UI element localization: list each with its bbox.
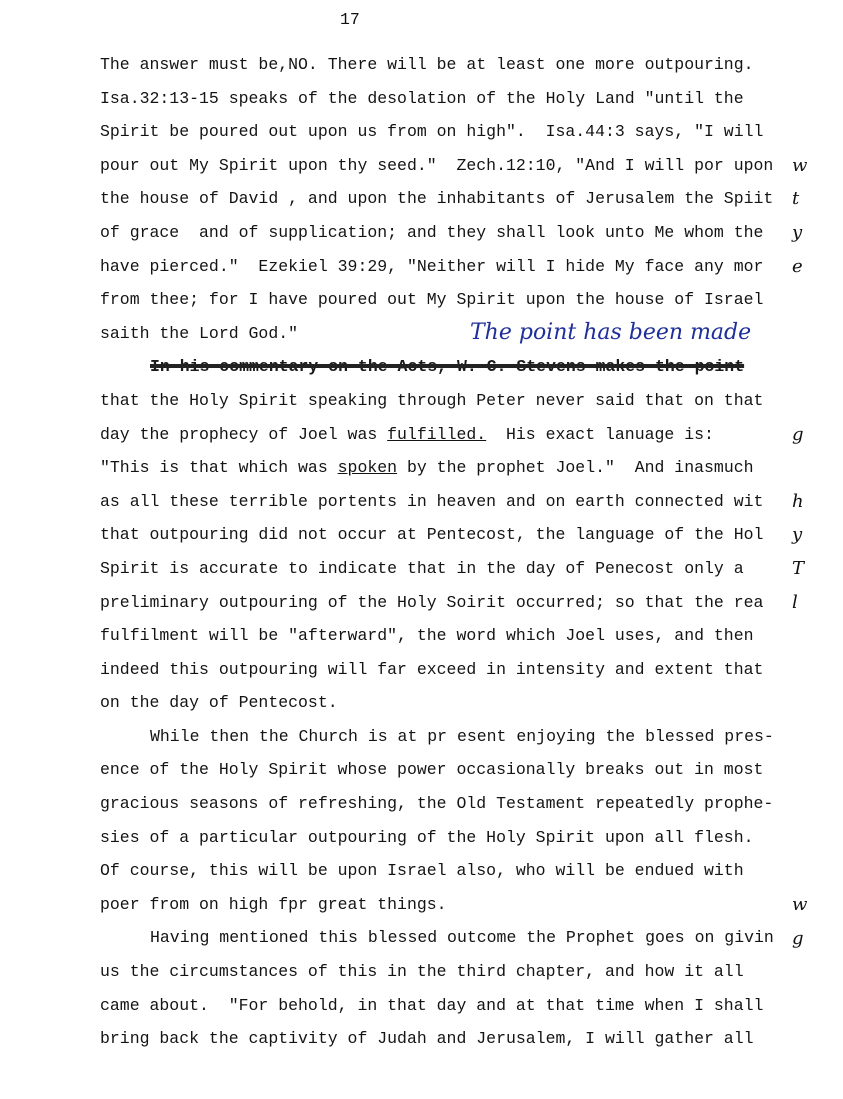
line-text: Having mentioned this blessed outcome the Prophet goes on givin <box>150 928 774 948</box>
handwritten-correction: e <box>792 256 803 277</box>
text-line <box>100 451 820 485</box>
line-text: on the day of Pentecost. <box>100 693 338 713</box>
line-text: as all these terrible portents in heaven and on earth connected wit <box>100 491 764 511</box>
text-line <box>100 888 820 922</box>
handwritten-correction: y <box>792 222 803 243</box>
text-line <box>100 552 820 586</box>
line-text: us the circumstances of this in the third chapter, and how it all <box>100 962 744 982</box>
line-text: Spirit is accurate to indicate that in the day of Penecost only a <box>100 558 744 578</box>
line-text: In his commentary on the Acts, W. C. Stevens makes the point <box>150 357 745 377</box>
line-text: by the prophet Joel." And inasmuch <box>397 458 754 478</box>
text-line <box>100 216 820 250</box>
text-line <box>100 921 820 955</box>
line-text: Isa.32:13-15 speaks of the desolation of the Holy Land "until the <box>100 88 744 108</box>
text-line <box>100 955 820 989</box>
text-line <box>100 115 820 149</box>
line-text: fulfilment will be "afterward", the word which Joel uses, and then <box>100 626 754 646</box>
text-line <box>100 485 820 519</box>
text-line <box>100 686 820 720</box>
text-line <box>100 1022 820 1056</box>
handwritten-correction: T <box>792 558 805 579</box>
line-text: bring back the captivity of Judah and Jerusalem, I will gather all <box>100 1029 754 1049</box>
text-line <box>100 653 820 687</box>
line-text: Of course, this will be upon Israel also, who will be endued with <box>100 861 744 881</box>
line-text: came about. "For behold, in that day and at that time when I shall <box>100 995 764 1015</box>
line-text: ence of the Holy Spirit whose power occasionally breaks out in most <box>100 760 764 780</box>
text-line <box>100 250 820 284</box>
text-line <box>100 418 820 452</box>
underlined-word: spoken <box>337 458 398 478</box>
line-text: pour out My Spirit upon thy seed." Zech.12:10, "And I will por upon <box>100 155 774 175</box>
line-text: gracious seasons of refreshing, the Old Testament repeatedly prophe- <box>100 794 774 814</box>
typed-body-text <box>100 48 820 1056</box>
text-line <box>100 518 820 552</box>
line-text: The answer must be,NO. There will be at least one more outpouring. <box>100 55 754 74</box>
handwritten-correction: t <box>792 188 800 209</box>
text-line <box>100 586 820 620</box>
line-text: While then the Church is at pr esent enjoying the blessed pres- <box>150 726 774 746</box>
line-text: have pierced." Ezekiel 39:29, "Neither will I hide My face any mor <box>100 256 764 276</box>
handwritten-correction: w <box>792 894 808 915</box>
text-line <box>100 48 820 82</box>
handwritten-correction: l <box>792 592 798 613</box>
line-text: poer from on high fpr great things. <box>100 894 447 914</box>
text-line <box>100 821 820 855</box>
line-text: that outpouring did not occur at Pentecost, the language of the Hol <box>100 525 764 545</box>
line-text: preliminary outpouring of the Holy Soirit occurred; so that the rea <box>100 592 764 612</box>
line-text: the house of David , and upon the inhabitants of Jerusalem the Spiit <box>100 189 774 209</box>
text-line <box>100 82 820 116</box>
text-line <box>100 619 820 653</box>
text-line <box>100 182 820 216</box>
line-text: saith the Lord God." <box>100 323 299 343</box>
page-number: 17 <box>340 10 360 29</box>
handwritten-correction: g <box>792 928 804 949</box>
text-line <box>100 149 820 183</box>
line-text: "This is that which was <box>100 458 338 478</box>
line-text: indeed this outpouring will far exceed in intensity and extent that <box>100 659 764 679</box>
line-text: of grace and of supplication; and they shall look unto Me whom the <box>100 222 764 242</box>
text-line <box>100 283 820 317</box>
text-line <box>100 753 820 787</box>
text-line <box>100 720 820 754</box>
handwritten-margin-note: The point has been made <box>470 320 752 345</box>
text-line <box>100 787 820 821</box>
handwritten-correction: g <box>792 424 804 445</box>
underlined-word: fulfilled. <box>387 424 487 444</box>
handwritten-correction: w <box>792 155 808 176</box>
line-text: His exact lanuage is: <box>486 424 714 444</box>
text-line <box>100 384 820 418</box>
handwritten-correction: y <box>792 524 803 545</box>
line-text: Spirit be poured out upon us from on high". Isa.44:3 says, "I will <box>100 122 764 142</box>
line-text: sies of a particular outpouring of the Holy Spirit upon all flesh. <box>100 827 754 847</box>
line-text: that the Holy Spirit speaking through Peter never said that on that <box>100 390 764 410</box>
text-line <box>100 854 820 888</box>
line-text: from thee; for I have poured out My Spirit upon the house of Israel <box>100 290 764 310</box>
handwritten-correction: h <box>792 491 804 512</box>
struck-out-line <box>100 350 820 384</box>
line-text: day the prophecy of Joel was <box>100 424 388 444</box>
text-line <box>100 989 820 1023</box>
